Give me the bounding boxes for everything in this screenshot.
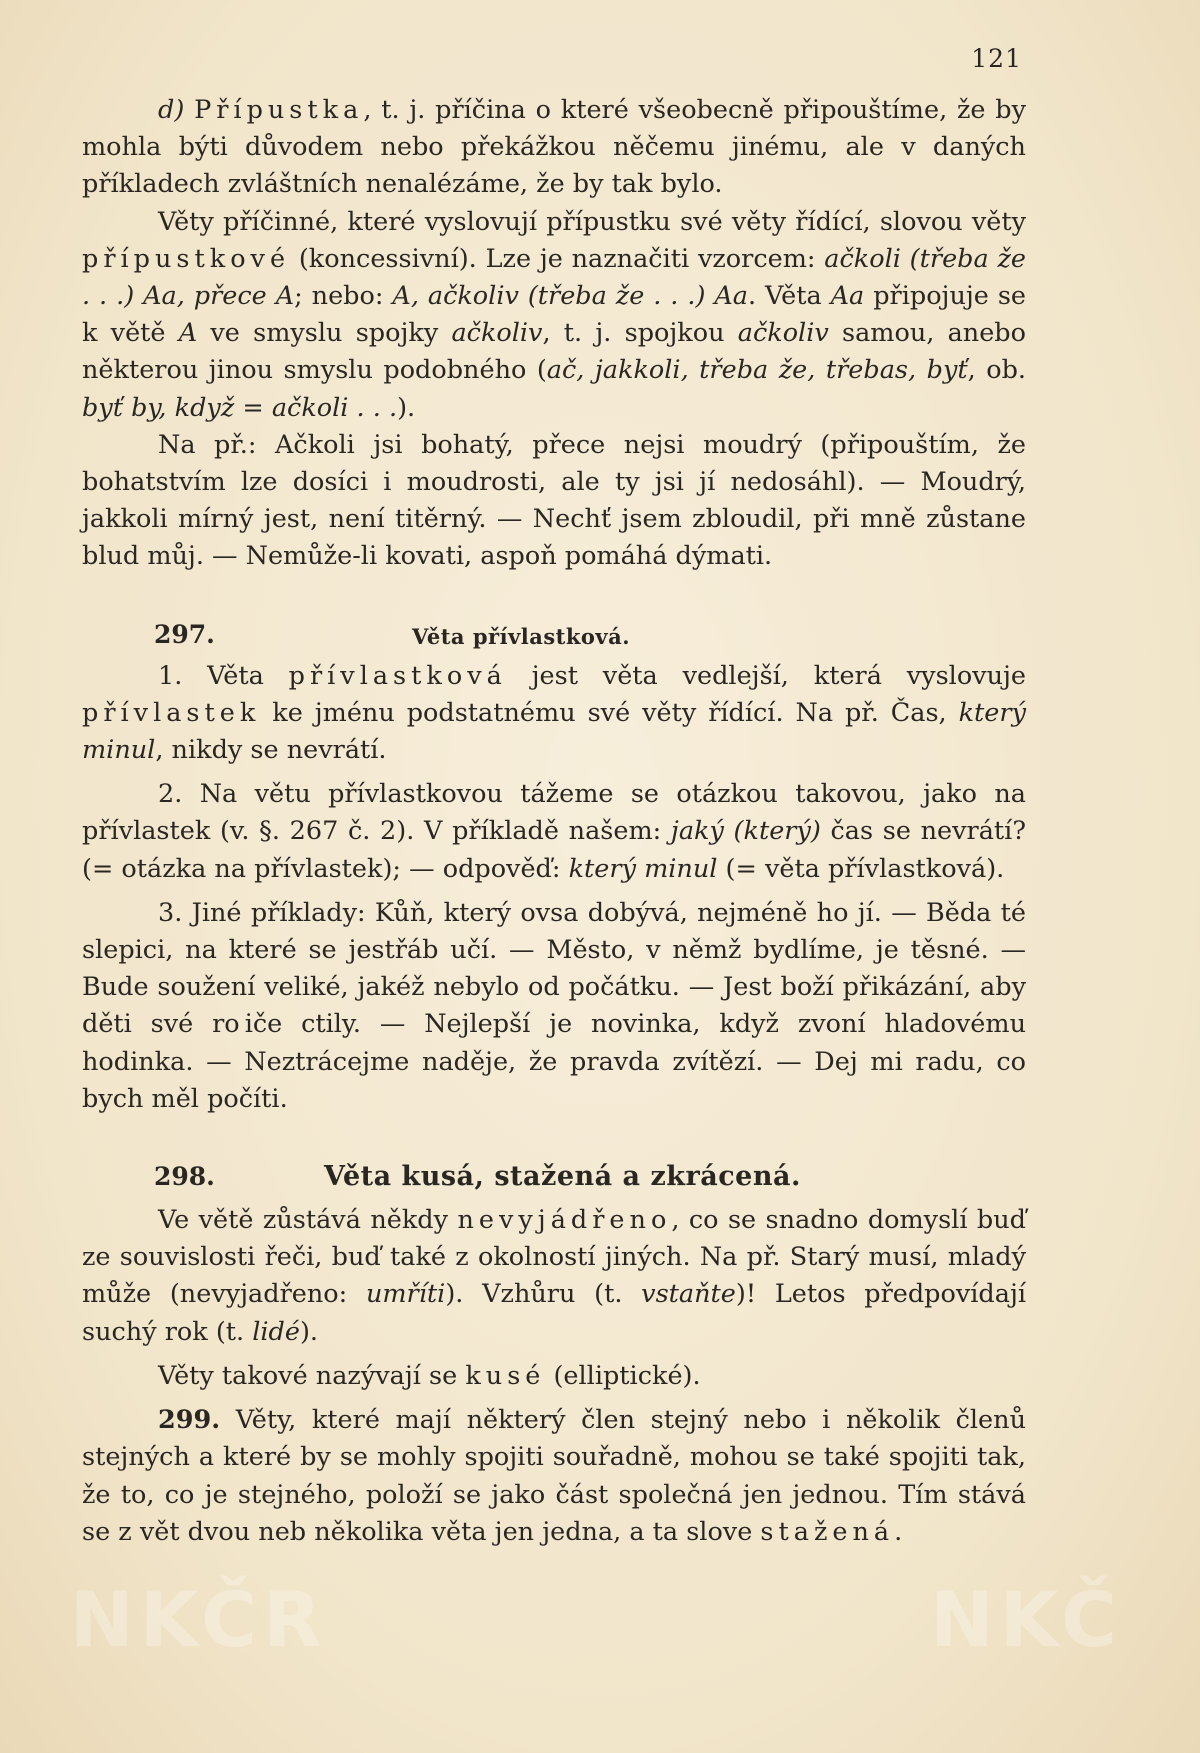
section-number: 298. <box>154 1162 215 1192</box>
term-pripustkove: přípustkové <box>82 243 291 274</box>
body-text <box>82 92 1026 1551</box>
section-number: 297. <box>154 619 215 649</box>
library-watermark-left: NKČR <box>70 1575 328 1664</box>
section-title: Věta přívlastková. <box>412 623 631 649</box>
term-privlastkova: přívlastková <box>288 660 507 691</box>
paragraph-d-definition: d) Přípustka, t. j. příčina o které všeobecně připouštíme, že by mohla býti důvodem nebo překážkou něčemu jinému, ale v daných příkladech zvláštních nenalézáme, že by tak bylo. <box>82 95 1026 200</box>
term-pripustka: Přípustka <box>194 95 364 125</box>
paragraph-d-examples: Na př.: Ačkoli jsi bohatý, přece nejsi moudrý (připouštím, že bohatstvím lze dosíci i moudrosti, ale ty jsi jí nedosáhl). — Moudrý, jakkoli mírný jest, není titěrný. — Nechť jsem zbloudil, při mně zůstane blud můj. — Nemůže-li kovati, aspoň pomáhá dýmati. <box>82 429 1026 572</box>
paragraph-298-1: Ve větě zůstává někdy nevyjádřeno, co se snadno domyslí buď ze souvislosti řeči, buď také z okolností jiných. Na př. Starý musí, mladý může (nevyjadřeno: umříti). Vzhůru (t. vstaňte)! Letos předpovídají suchý rok (t. lidé). <box>82 1205 1027 1347</box>
section-298-heading <box>82 1154 1026 1202</box>
paragraph-299: 299. Věty, které mají některý člen stejný nebo i několik členů stejných a které by se mohly spojiti souřadně, mohou se také spojiti tak, že to, co je stejného, položí se jako část společná jen jednou. Tím stává se z vět dvou neb několika věta jen jedna, a ta slove stažená. <box>82 1405 1026 1547</box>
term-nevyjadreno: nevyjádřeno <box>457 1205 672 1236</box>
section-297-heading <box>82 604 1026 658</box>
paragraph-d-concessive: Věty příčinné, které vyslovují přípustku své věty řídící, slovou věty přípustkové (koncessivní). Lze je naznačiti vzorcem: ačkoli (třeba že . . .) Aa, přece A; nebo: A, ačkoliv (třeba že . . .) Aa. Věta Aa připojuje se k větě A ve smyslu spojky ačkoliv, t. j. spojkou ačkoliv samou, anebo některou jinou smyslu podobného (ač, jakkoli, třeba že, třebas, byť, ob. byť by, když = ačkoli . . .). <box>82 206 1027 423</box>
page-number: 121 <box>971 44 1022 73</box>
term-stazena: stažená <box>760 1516 895 1547</box>
term-privlastek: přívlastek <box>82 697 261 728</box>
library-watermark-right: NKČ <box>930 1575 1123 1664</box>
term-kuse: kusé <box>465 1360 546 1391</box>
paragraph-297-1: 1. Věta přívlastková jest věta vedlejší, která vyslovuje přívlastek ke jménu podstatnému své věty řídící. Na př. Čas, který minul, nikdy se nevrátí. <box>82 660 1026 766</box>
paragraph-297-2: 2. Na větu přívlastkovou tážeme se otázkou takovou, jako na přívlastek (v. §. 267 č. 2). V příkladě našem: jaký (který) čas se nevrátí? (= otázka na přívlastek); — odpověď: který minul (= věta přívlastková). <box>82 779 1027 884</box>
section-title: Věta kusá, stažená a zkrácená. <box>324 1161 801 1193</box>
paragraph-298-2: Věty takové nazývají se kusé (elliptické). <box>158 1360 701 1391</box>
paragraph-297-3: 3. Jiné příklady: Kůň, který ovsa dobývá, nejméně ho jí. — Běda té slepici, na které se jestřáb učí. — Město, v němž bydlíme, je těsné. — Bude soužení veliké, jakéž nebylo od počátku. — Jest boží přikázání, aby děti své ro iče ctily. — Nejlepší je novinka, když zvoní hladovému hodinka. — Neztrácejme naděje, že pravda zvítězí. — Dej mi radu, co bych měl počíti. <box>82 897 1026 1114</box>
